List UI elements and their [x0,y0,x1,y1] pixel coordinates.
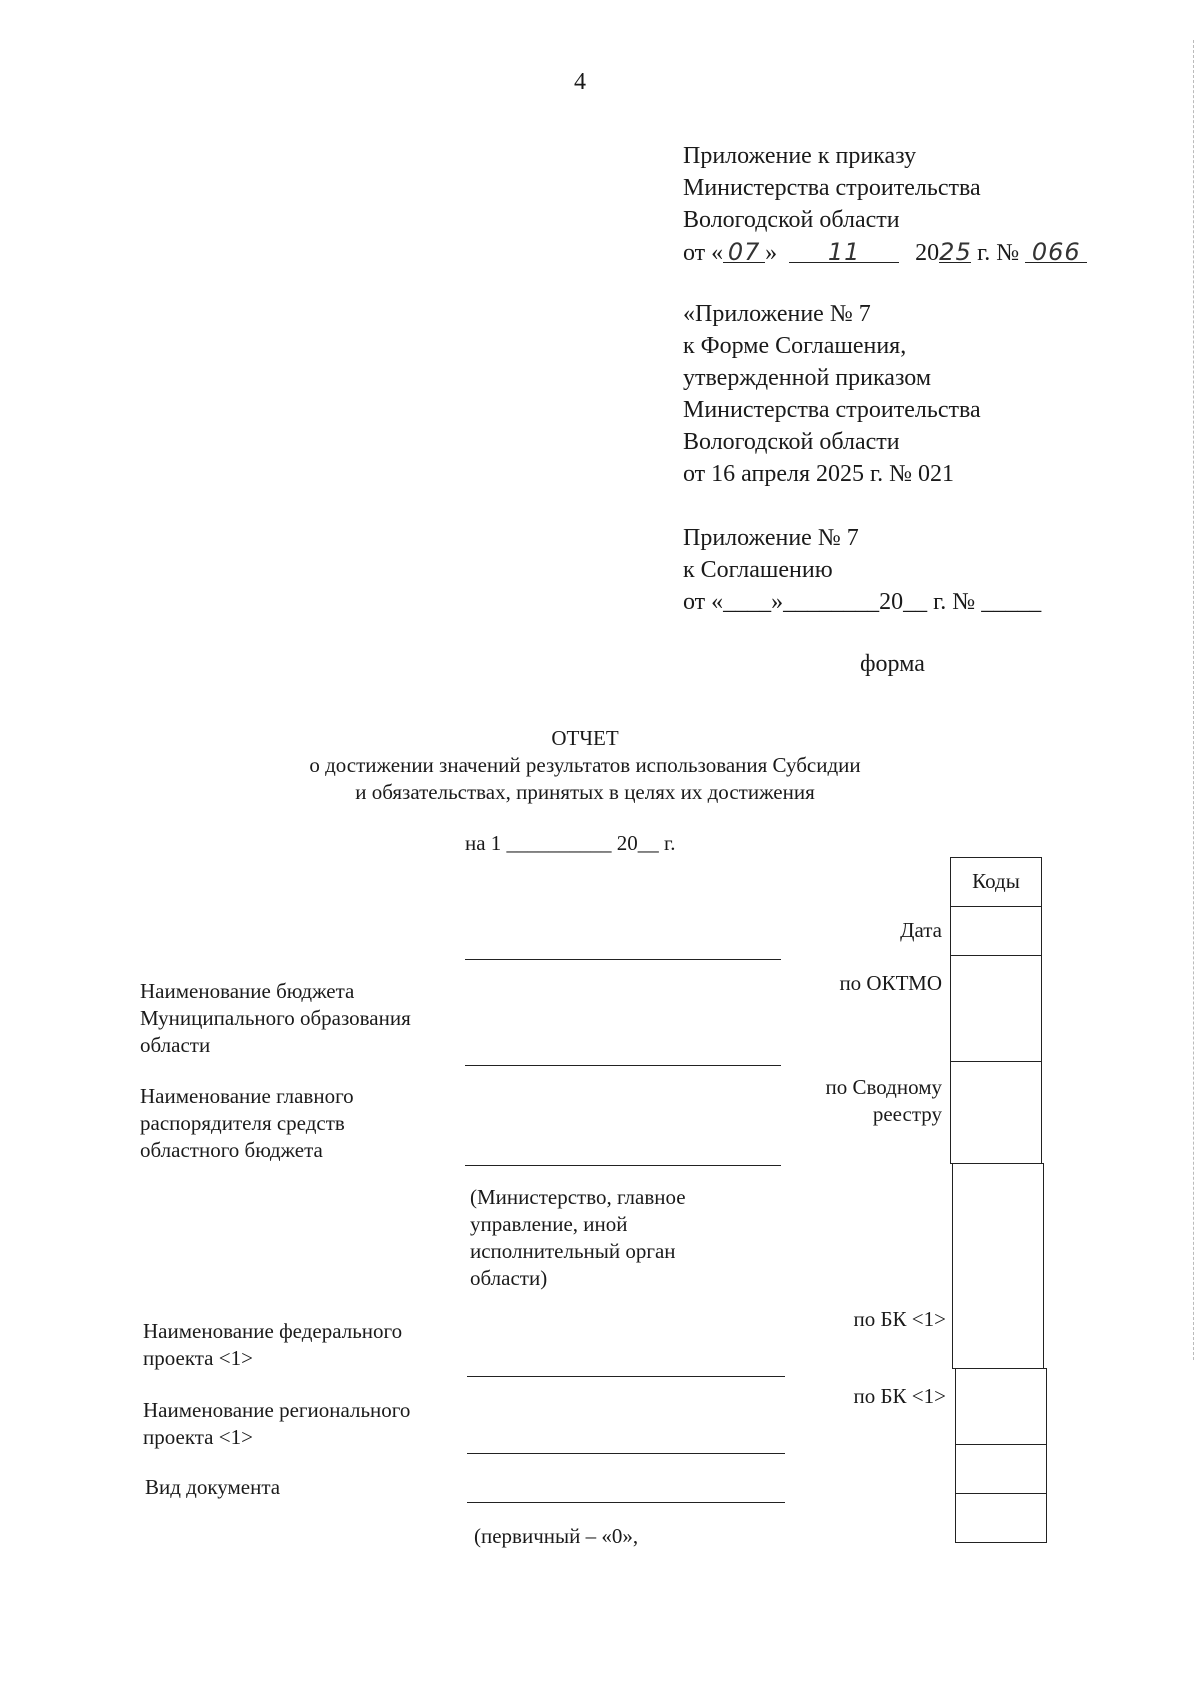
field-reg-1: Наименование регионального [143,1398,411,1422]
code-cell-date [950,906,1042,956]
field-line-fed [467,1376,785,1377]
ministry-note-4: области) [470,1266,548,1290]
report-subtitle-2: и обязательствах, принятых в целях их достижения [355,780,815,804]
field-doc-type-note: (первичный – «0», [474,1524,639,1548]
label-bk2: по БК <1> [853,1384,946,1408]
label-date: Дата [900,918,942,942]
appendix-form-line2: к Форме Соглашения, [683,333,907,359]
appendix-form-line6: от 16 апреля 2025 г. № 021 [683,461,955,487]
ministry-note-2: управление, иной [470,1212,628,1236]
appendix-header-line3: Вологодской области [683,207,900,233]
appendix-agreement-line3: от «____»________20__ г. № _____ [683,589,1042,615]
handwritten-year: 25 [939,238,972,266]
codes-header-cell [950,857,1042,907]
report-subtitle-1: о достижении значений результатов использования Субсидии [309,753,861,777]
field-gr-1: Наименование главного [140,1084,354,1108]
field-gr-3: областного бюджета [140,1138,323,1162]
scan-edge [1193,40,1194,1360]
handwritten-month: 11 [789,236,899,263]
appendix-header-line1: Приложение к приказу [683,143,917,169]
appendix-header-line2: Министерства строительства [683,175,981,201]
code-cell-bk1 [952,1163,1044,1369]
field-line-budget [465,1065,781,1066]
number-prefix: г. № [977,240,1020,266]
appendix-header-date-row [683,236,1087,269]
field-fed-1: Наименование федерального [143,1319,403,1343]
label-bk1: по БК <1> [853,1307,946,1331]
appendix-agreement-line2: к Соглашению [683,557,833,583]
field-line-reg [467,1453,785,1454]
field-line-1 [465,959,781,960]
appendix-form-line5: Вологодской области [683,429,900,455]
label-svod-1: по Сводному [825,1075,942,1099]
code-cell-svod [950,1061,1042,1164]
field-fed-2: проекта <1> [143,1346,253,1370]
code-cell-bk2 [955,1368,1047,1445]
page-number: 4 [574,69,586,95]
code-cell-oktmo [950,955,1042,1062]
appendix-form-line4: Министерства строительства [683,397,981,423]
appendix-agreement-line1: Приложение № 7 [683,525,859,551]
appendix-form-line1: «Приложение № 7 [683,301,871,327]
field-budget-2: Муниципального образования [140,1006,411,1030]
date-prefix: от « [683,240,724,266]
year-prefix: 20 [915,240,940,266]
code-cell-extra-2 [955,1493,1047,1543]
codes-header: Коды [972,869,1020,893]
form-label: форма [860,651,925,677]
field-doc-type: Вид документа [145,1475,281,1499]
handwritten-day: 07 [723,236,765,263]
field-budget-1: Наименование бюджета [140,979,355,1003]
code-cell-extra-1 [955,1444,1047,1494]
report-date-line: на 1 __________ 20__ г. [465,831,676,855]
label-oktmo: по ОКТМО [839,971,942,995]
field-reg-2: проекта <1> [143,1425,253,1449]
field-line-doc [467,1502,785,1503]
appendix-form-line3: утвержденной приказом [683,365,932,391]
field-budget-3: области [140,1033,211,1057]
handwritten-number: 066 [1025,236,1087,263]
field-line-gr [465,1165,781,1166]
field-gr-2: распорядителя средств [140,1111,345,1135]
label-svod-2: реестру [872,1102,942,1126]
report-title: ОТЧЕТ [551,726,619,750]
ministry-note-3: исполнительный орган [470,1239,676,1263]
ministry-note-1: (Министерство, главное [470,1185,686,1209]
date-mid: » [765,240,778,266]
